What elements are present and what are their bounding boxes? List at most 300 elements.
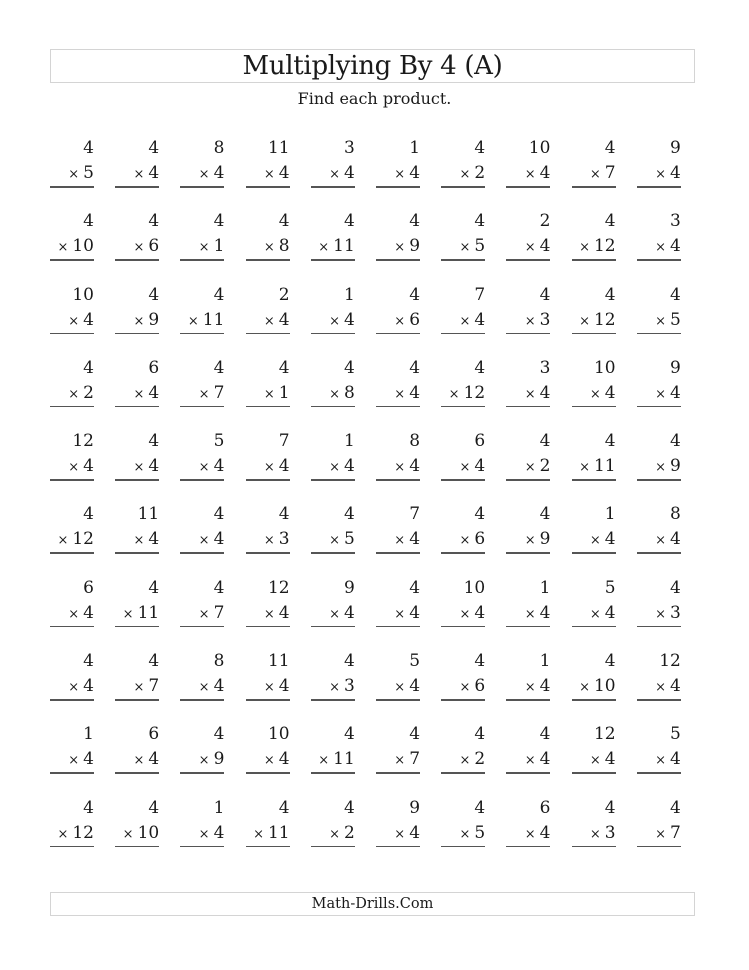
problem-body: [506, 796, 550, 847]
answer-line: [376, 699, 420, 701]
multiplier: 4: [213, 163, 225, 183]
answer-line: [311, 479, 355, 481]
problem: [439, 722, 504, 795]
answer-line: [246, 186, 290, 188]
multiplier: 10: [72, 236, 94, 257]
multiplicand: 1: [604, 504, 616, 525]
times-icon: ×: [655, 533, 666, 549]
problem-body: [311, 796, 355, 847]
problem-row: [48, 356, 700, 429]
problem-body: [637, 576, 681, 627]
problem: [178, 283, 243, 356]
times-icon: ×: [68, 313, 80, 329]
times-icon: ×: [394, 826, 406, 842]
multiplier-line: [506, 747, 550, 773]
times-icon: ×: [329, 606, 340, 622]
answer-line: [115, 186, 159, 188]
problem: [244, 796, 309, 869]
answer-line: [441, 552, 485, 554]
problem: [244, 429, 309, 502]
times-icon: ×: [524, 460, 536, 476]
answer-line: [376, 333, 420, 335]
problem-body: [572, 429, 616, 480]
multiplicand: 4: [83, 211, 94, 232]
multiplicand: 10: [528, 138, 551, 158]
multiplier: 4: [474, 602, 486, 623]
problem: [244, 576, 309, 649]
times-icon: ×: [263, 680, 275, 696]
problem: [504, 356, 569, 429]
problem: [244, 136, 309, 209]
multiplier: 9: [213, 749, 225, 770]
problem-row: [48, 502, 700, 575]
multiplier-line: [572, 308, 616, 334]
problem: [113, 283, 178, 356]
answer-line: [311, 406, 355, 408]
multiplicand: 6: [148, 357, 160, 378]
problem: [635, 209, 700, 282]
multiplier: 9: [409, 236, 421, 257]
multiplier: 4: [83, 456, 94, 477]
answer-line: [115, 333, 159, 335]
times-icon: ×: [57, 533, 69, 549]
multiplier: 4: [278, 456, 290, 477]
times-icon: ×: [394, 460, 406, 476]
answer-line: [441, 186, 485, 188]
problem: [439, 502, 504, 575]
answer-line: [441, 699, 485, 701]
problem: [439, 283, 504, 356]
problem-body: [572, 796, 616, 847]
problem: [178, 429, 243, 502]
multiplier: 4: [83, 676, 94, 697]
multiplier-line: [115, 601, 159, 627]
multiplier: 4: [539, 822, 551, 843]
multiplier: 4: [148, 163, 160, 183]
answer-line: [441, 406, 485, 408]
multiplier: 4: [409, 822, 421, 843]
problem: [48, 429, 113, 502]
answer-line: [115, 406, 159, 408]
problem-body: [115, 502, 159, 553]
answer-line: [50, 846, 94, 848]
answer-line: [246, 772, 290, 774]
answer-line: [311, 259, 355, 261]
answer-line: [637, 333, 681, 335]
multiplier-line: [572, 527, 616, 553]
answer-line: [572, 406, 616, 408]
times-icon: ×: [329, 313, 340, 329]
answer-line: [50, 626, 94, 628]
answer-line: [506, 772, 550, 774]
times-icon: ×: [198, 167, 210, 182]
multiplier-line: [637, 821, 681, 847]
multiplicand: 8: [213, 138, 225, 158]
multiplier-line: [246, 381, 290, 407]
problem-row: [48, 576, 700, 649]
answer-line: [311, 552, 355, 554]
problem: [244, 649, 309, 722]
problem-body: [50, 796, 94, 847]
times-icon: ×: [524, 167, 536, 182]
times-icon: ×: [122, 606, 134, 622]
problem-body: [180, 576, 224, 627]
answer-line: [376, 479, 420, 481]
problem: [504, 209, 569, 282]
multiplier-line: [246, 601, 290, 627]
multiplicand: 4: [670, 284, 681, 305]
problem: [178, 356, 243, 429]
problem-body: [376, 796, 420, 847]
problem: [309, 722, 374, 795]
multiplier-line: [441, 381, 485, 407]
problem: [504, 576, 569, 649]
answer-line: [115, 846, 159, 848]
problem-body: [376, 356, 420, 407]
answer-line: [246, 333, 290, 335]
multiplier: 4: [83, 602, 94, 623]
times-icon: ×: [263, 533, 275, 549]
multiplier: 5: [474, 822, 486, 843]
times-icon: ×: [133, 680, 145, 696]
problem-body: [441, 796, 485, 847]
multiplicand: 4: [409, 211, 421, 232]
problem-body: [506, 136, 550, 187]
multiplier: 2: [83, 382, 94, 403]
answer-line: [637, 846, 681, 848]
multiplicand: 4: [343, 211, 355, 232]
multiplicand: 11: [267, 138, 290, 158]
times-icon: ×: [394, 386, 406, 402]
times-icon: ×: [459, 240, 471, 256]
answer-line: [311, 772, 355, 774]
problem: [374, 136, 439, 209]
multiplier-line: [637, 527, 681, 553]
problem-body: [637, 283, 681, 334]
multiplier-line: [637, 381, 681, 407]
multiplier: 4: [474, 309, 486, 330]
problem: [635, 502, 700, 575]
problem-body: [376, 722, 420, 773]
multiplicand: 5: [604, 577, 616, 598]
problem: [244, 356, 309, 429]
problem: [178, 796, 243, 869]
multiplier-line: [180, 454, 224, 480]
multiplier-line: [376, 234, 420, 260]
answer-line: [50, 699, 94, 701]
multiplier-line: [506, 381, 550, 407]
multiplier: 4: [409, 676, 421, 697]
problem: [178, 576, 243, 649]
multiplier-line: [572, 821, 616, 847]
multiplier: 4: [670, 749, 681, 770]
answer-line: [376, 186, 420, 188]
problem-row: [48, 722, 700, 795]
times-icon: ×: [198, 533, 210, 549]
multiplicand: 4: [343, 724, 355, 745]
times-icon: ×: [263, 460, 275, 476]
problem-body: [572, 136, 616, 187]
multiplier-line: [115, 161, 159, 187]
answer-line: [180, 626, 224, 628]
multiplicand: 1: [213, 797, 225, 818]
multiplicand: 12: [72, 431, 94, 452]
problem-body: [506, 649, 550, 700]
times-icon: ×: [133, 313, 145, 329]
multiplicand: 4: [83, 357, 94, 378]
multiplier-line: [311, 527, 355, 553]
multiplier-line: [50, 527, 94, 553]
multiplier-line: [246, 454, 290, 480]
multiplier-line: [50, 747, 94, 773]
answer-line: [246, 552, 290, 554]
answer-line: [246, 259, 290, 261]
problem: [504, 649, 569, 722]
problem-row: [48, 429, 700, 502]
answer-line: [180, 699, 224, 701]
answer-line: [376, 552, 420, 554]
multiplicand: 4: [213, 357, 225, 378]
multiplier-line: [115, 747, 159, 773]
answer-line: [637, 479, 681, 481]
problem-body: [572, 502, 616, 553]
problem-body: [311, 209, 355, 260]
problem-body: [637, 796, 681, 847]
problem: [48, 796, 113, 869]
times-icon: ×: [68, 680, 80, 696]
problem-body: [50, 722, 94, 773]
multiplier-line: [506, 454, 550, 480]
multiplier-line: [572, 161, 616, 187]
instructions: Find each product.: [297, 89, 452, 108]
problem-body: [637, 356, 681, 407]
multiplicand: 4: [474, 504, 486, 525]
problem: [244, 722, 309, 795]
times-icon: ×: [133, 240, 145, 256]
multiplicand: 4: [670, 431, 681, 452]
answer-line: [572, 259, 616, 261]
multiplier: 4: [670, 382, 681, 403]
answer-line: [376, 846, 420, 848]
multiplier-line: [180, 821, 224, 847]
times-icon: ×: [329, 386, 340, 402]
problem: [439, 649, 504, 722]
multiplier: 3: [343, 676, 355, 697]
multiplier-line: [246, 308, 290, 334]
answer-line: [311, 333, 355, 335]
multiplier-line: [50, 381, 94, 407]
multiplier-line: [441, 674, 485, 700]
multiplicand: 6: [474, 431, 486, 452]
multiplier: 4: [539, 749, 551, 770]
multiplier-line: [506, 234, 550, 260]
problem: [244, 502, 309, 575]
answer-line: [441, 479, 485, 481]
multiplier-line: [246, 747, 290, 773]
times-icon: ×: [133, 167, 145, 182]
multiplier-line: [50, 308, 94, 334]
multiplier-line: [50, 454, 94, 480]
multiplier-line: [115, 454, 159, 480]
multiplier: 1: [213, 236, 225, 257]
multiplier-line: [180, 161, 224, 187]
multiplicand: 3: [343, 138, 355, 158]
multiplicand: 4: [409, 284, 421, 305]
times-icon: ×: [589, 167, 601, 182]
times-icon: ×: [459, 460, 471, 476]
problem-row: [48, 796, 700, 869]
multiplier: 6: [474, 529, 486, 550]
problem: [504, 136, 569, 209]
multiplier-line: [115, 821, 159, 847]
problem: [635, 576, 700, 649]
multiplier-line: [246, 234, 290, 260]
multiplier: 4: [148, 529, 160, 550]
problem: [374, 649, 439, 722]
multiplier: 4: [539, 382, 551, 403]
multiplicand: 4: [409, 577, 421, 598]
times-icon: ×: [524, 240, 536, 256]
problem-body: [180, 502, 224, 553]
multiplicand: 10: [463, 577, 486, 598]
multiplicand: 4: [278, 211, 290, 232]
multiplier: 4: [604, 529, 616, 550]
times-icon: ×: [263, 167, 275, 182]
answer-line: [180, 186, 224, 188]
multiplier-line: [506, 308, 550, 334]
multiplicand: 4: [474, 724, 486, 745]
multiplier-line: [311, 601, 355, 627]
multiplier-line: [115, 308, 159, 334]
multiplier-line: [311, 747, 355, 773]
problem-body: [50, 209, 94, 260]
multiplicand: 9: [343, 577, 355, 598]
multiplicand: 3: [539, 357, 551, 378]
multiplicand: 4: [213, 724, 225, 745]
multiplier: 1: [278, 382, 290, 403]
times-icon: ×: [198, 826, 210, 842]
answer-line: [506, 406, 550, 408]
multiplier: 9: [148, 309, 160, 330]
problem-body: [115, 209, 159, 260]
multiplicand: 4: [148, 797, 160, 818]
footer-source: Math-Drills.Com: [311, 896, 434, 912]
answer-line: [376, 259, 420, 261]
multiplicand: 4: [213, 577, 225, 598]
multiplicand: 6: [539, 797, 551, 818]
multiplicand: 5: [670, 724, 681, 745]
problem-body: [115, 649, 159, 700]
multiplicand: 1: [83, 724, 94, 745]
multiplicand: 8: [670, 504, 681, 525]
problem-body: [441, 209, 485, 260]
problem: [374, 796, 439, 869]
problem-body: [441, 283, 485, 334]
times-icon: ×: [589, 606, 601, 622]
multiplier: 7: [670, 822, 681, 843]
times-icon: ×: [68, 386, 80, 402]
multiplier-line: [180, 308, 224, 334]
answer-line: [311, 846, 355, 848]
multiplicand: 7: [278, 431, 290, 452]
answer-line: [572, 552, 616, 554]
times-icon: ×: [524, 753, 536, 769]
problem-body: [441, 649, 485, 700]
times-icon: ×: [198, 460, 210, 476]
multiplicand: 4: [343, 797, 355, 818]
problem: [570, 356, 635, 429]
problem: [48, 209, 113, 282]
problem: [635, 356, 700, 429]
multiplier-line: [311, 821, 355, 847]
multiplier: 7: [213, 602, 225, 623]
problem: [178, 722, 243, 795]
answer-line: [246, 406, 290, 408]
multiplier: 4: [670, 236, 681, 257]
times-icon: ×: [198, 240, 210, 256]
multiplicand: 4: [83, 651, 94, 672]
times-icon: ×: [133, 386, 145, 402]
multiplicand: 12: [659, 651, 681, 672]
problem: [309, 429, 374, 502]
multiplier-line: [180, 381, 224, 407]
problem: [635, 722, 700, 795]
multiplier: 10: [137, 822, 160, 843]
problem: [244, 209, 309, 282]
multiplier-line: [180, 234, 224, 260]
times-icon: ×: [524, 606, 536, 622]
times-icon: ×: [459, 167, 471, 182]
multiplier-line: [376, 747, 420, 773]
problem: [570, 429, 635, 502]
times-icon: ×: [459, 313, 471, 329]
multiplier-line: [246, 674, 290, 700]
multiplicand: 1: [539, 651, 551, 672]
problem-body: [246, 429, 290, 480]
multiplier-line: [376, 454, 420, 480]
problem: [504, 283, 569, 356]
problem: [635, 429, 700, 502]
problem-body: [115, 796, 159, 847]
problem-body: [50, 356, 94, 407]
problem-body: [376, 502, 420, 553]
multiplier-line: [311, 161, 355, 187]
problem: [439, 136, 504, 209]
times-icon: ×: [318, 240, 330, 256]
multiplicand: 4: [670, 577, 681, 598]
multiplier: 4: [409, 382, 421, 403]
multiplier-line: [637, 454, 681, 480]
answer-line: [441, 333, 485, 335]
problem-body: [572, 356, 616, 407]
multiplicand: 9: [670, 357, 681, 378]
problem-body: [246, 722, 290, 773]
answer-line: [637, 626, 681, 628]
times-icon: ×: [655, 167, 666, 182]
multiplier: 7: [409, 749, 421, 770]
times-icon: ×: [655, 313, 666, 329]
problem: [570, 649, 635, 722]
multiplicand: 4: [604, 138, 616, 158]
multiplier-line: [572, 234, 616, 260]
multiplier: 2: [474, 749, 486, 770]
times-icon: ×: [589, 386, 601, 402]
multiplier-line: [637, 161, 681, 187]
problem-body: [637, 209, 681, 260]
answer-line: [50, 333, 94, 335]
multiplicand: 4: [539, 504, 551, 525]
problem: [309, 356, 374, 429]
